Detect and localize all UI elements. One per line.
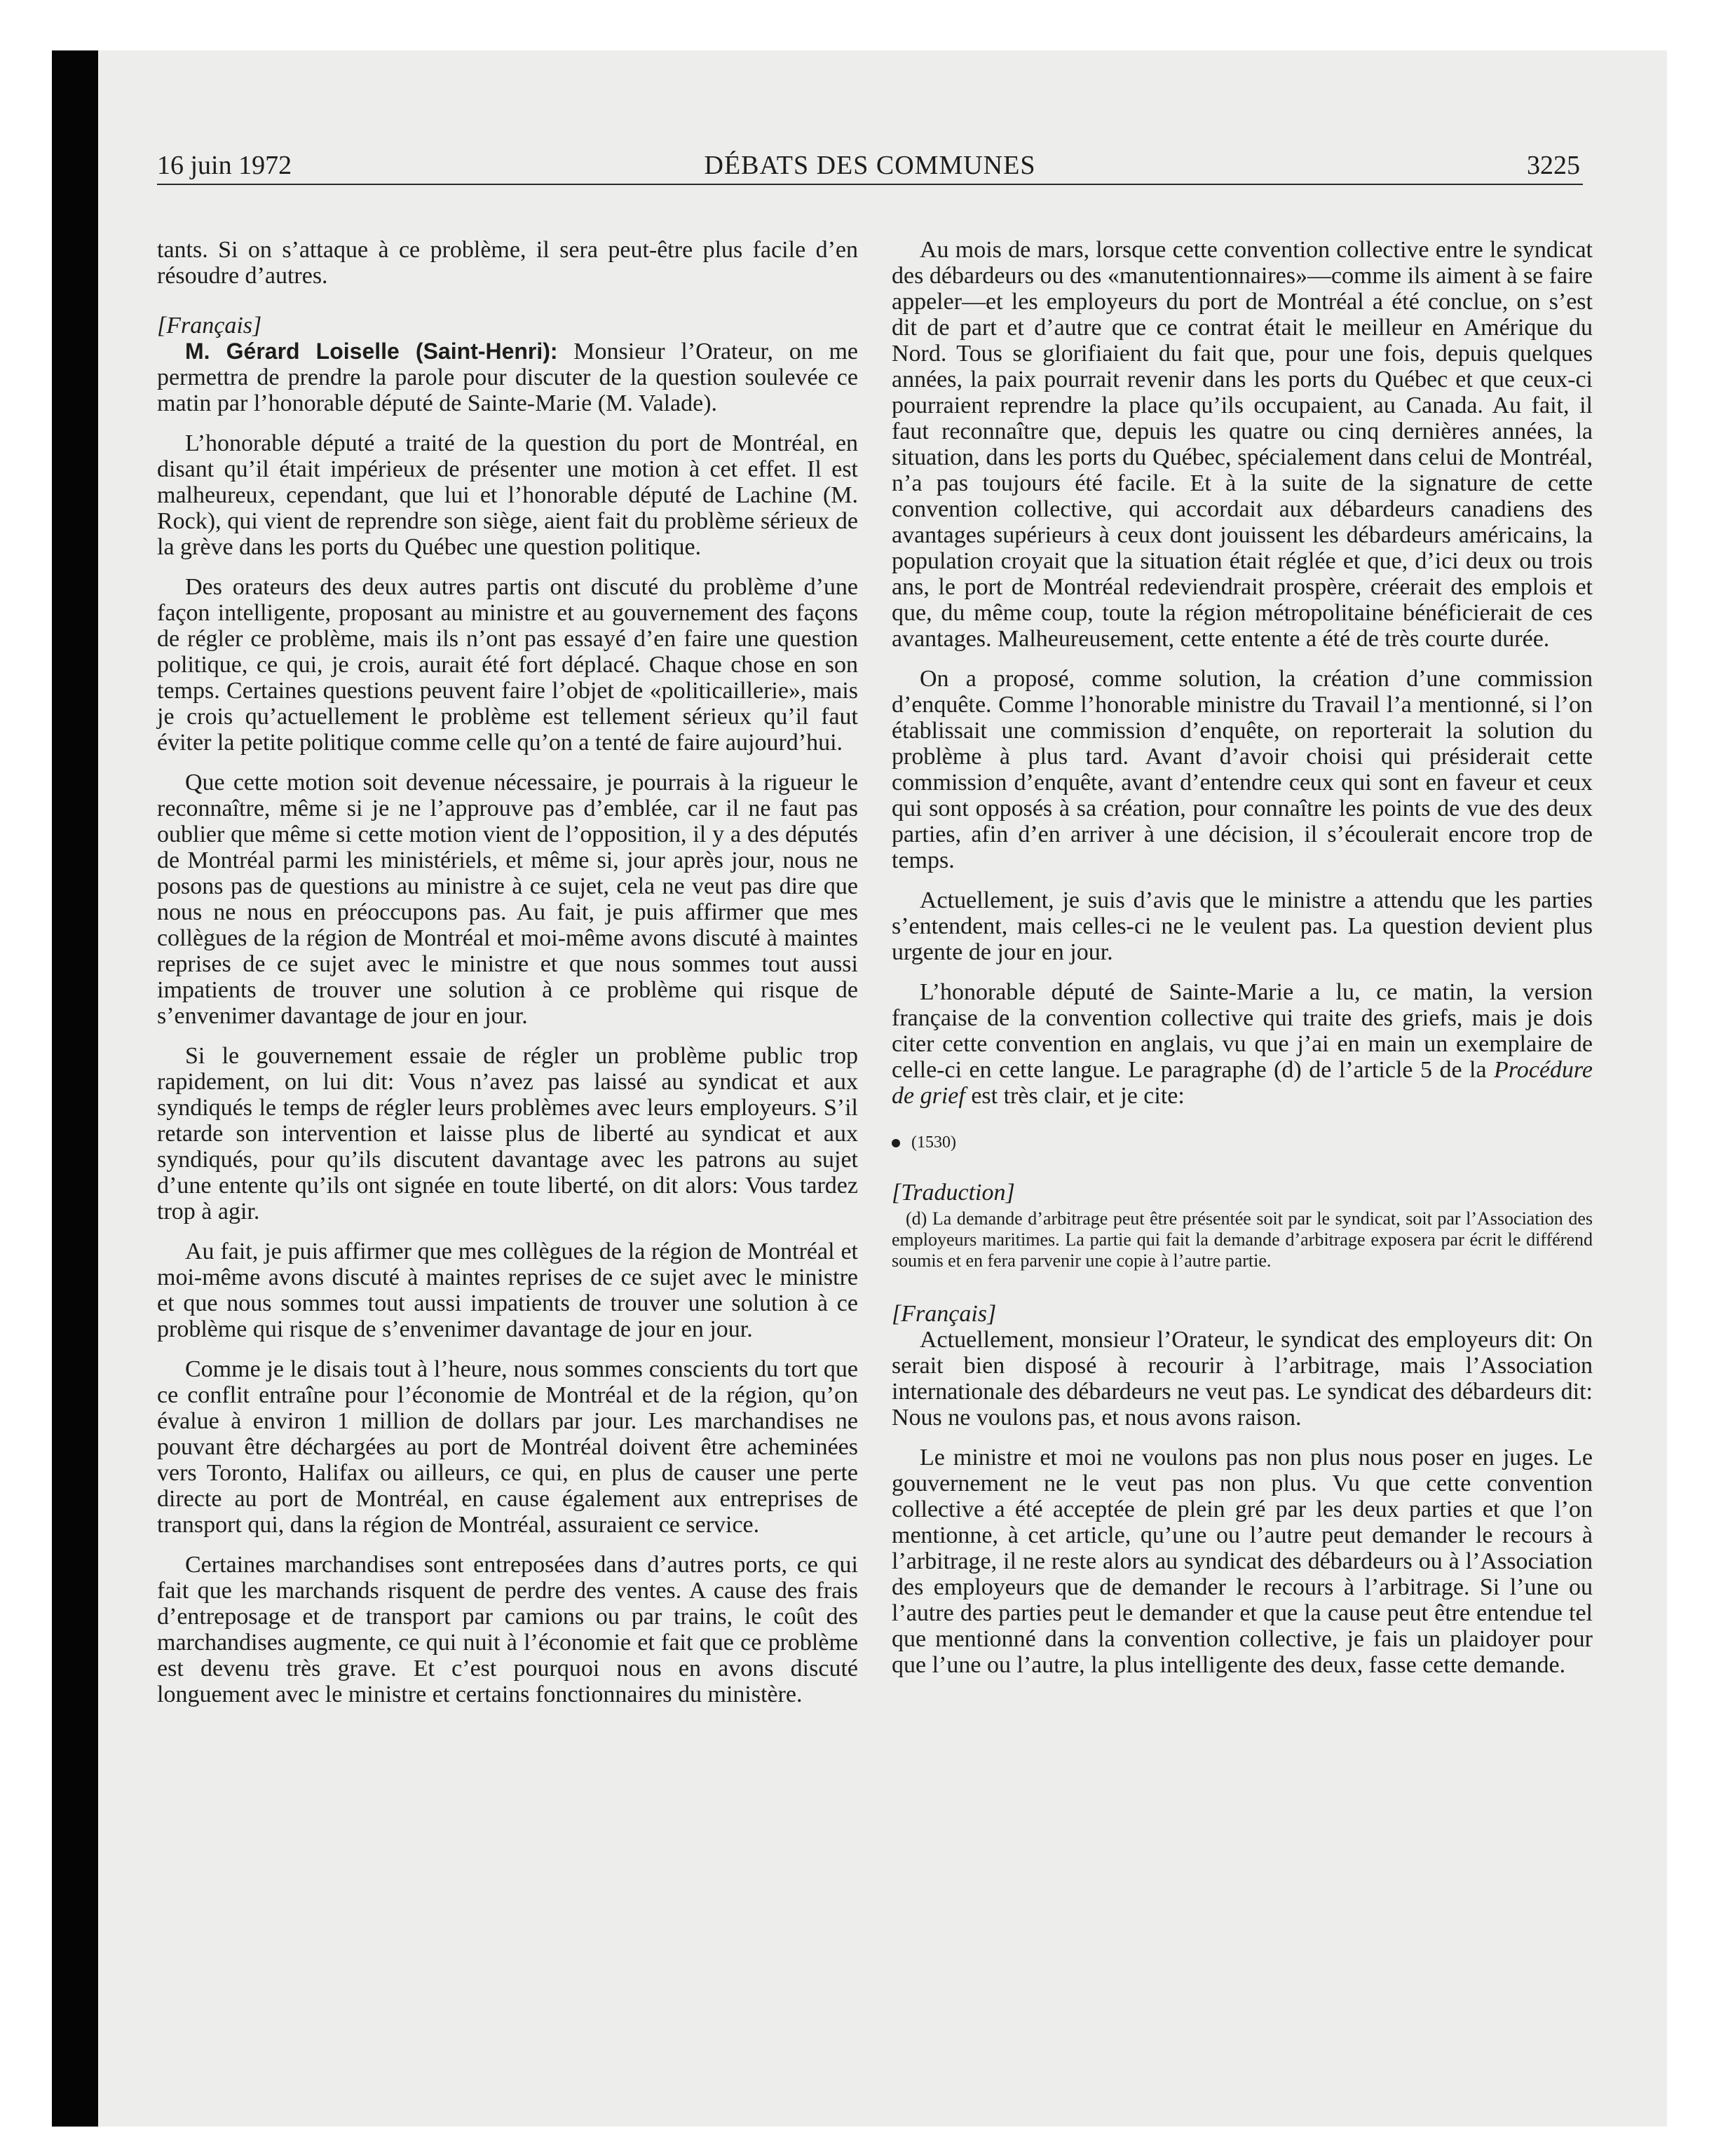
right-column — [892, 237, 1593, 1692]
paragraph-text: L’honorable député de Sainte-Marie a lu, ce matin, la version française de la convention collective qui traite des griefs, mais je dois citer cette convention en anglais, vu que j’ai en main un exemplaire de celle-ci en cette langue. Le paragraphe (d) de l’article 5 de la — [892, 979, 1593, 1083]
paragraph: Le ministre et moi ne voulons pas non plus nous poser en juges. Le gouvernement ne le veut pas non plus. Vu que cette convention collective a été acceptée de plein gré par les deux parties et que l’on mentionne, à cet article, qu’une ou l’autre peut demander le recours à l’arbitrage, il ne reste alors au syndicat des débardeurs ou à l’Association des employeurs que de demander le recours à l’arbitrage. Si l’une ou l’autre des parties peut le demander et que la cause peut être entendue tel que mentionné dans la convention collective, je fais un plaidoyer pour que l’une ou l’autre, la plus intelligente des deux, fasse cette demande. — [892, 1445, 1593, 1678]
paragraph: Comme je le disais tout à l’heure, nous sommes conscients du tort que ce conflit entraîne pour l’économie de Montréal et de la région, qu’on évalue à environ 1 million de dollars par jour. Les marchandises ne pouvant être déchargées au port de Montréal doivent être acheminées vers Toronto, Halifax ou ailleurs, ce qui, en plus de causer une perte directe au port de Montréal, en cause également aux entreprises de transport qui, dans la région de Montréal, assuraient ce service. — [157, 1356, 858, 1538]
language-marker: [Traduction] — [892, 1180, 1015, 1206]
time-marker-text: (1530) — [911, 1133, 956, 1152]
paragraph: Actuellement, monsieur l’Orateur, le syndicat des employeurs dit: On serait bien disposé à recourir à l’arbitrage, mais l’Association internationale des débardeurs ne veut pas. Le syndicat des débardeurs dit: Nous ne voulons pas, et nous avons raison. — [892, 1327, 1593, 1431]
time-marker — [892, 1130, 1593, 1156]
paragraph: Au fait, je puis affirmer que mes collègues de la région de Montréal et moi-même avons discuté à maintes reprises de ce sujet avec le ministre et que nous sommes tout aussi impatients de trouver une solution à ce problème qui risque de s’envenimer davantage de jour en jour. — [157, 1239, 858, 1342]
paragraph: L’honorable député a traité de la question du port de Montréal, en disant qu’il était impérieux de présenter une motion à cet effet. Il est malheureux, cependant, que lui et l’honorable député de Lachine (M. Rock), qui vient de reprendre son siège, aient fait du problème sérieux de la grève dans les ports du Québec une question politique. — [157, 430, 858, 560]
paragraph: Des orateurs des deux autres partis ont discuté du problème d’une façon intelligente, proposant au ministre et au gouvernement des façons de régler ce problème, mais ils n’ont pas essayé d’en faire une question politique, ce qui, je crois, aurait été fort déplacé. Chaque chose en son temps. Certaines questions peuvent faire l’objet de «politicaillerie», mais je crois qu’actuellement le problème est tellement sérieux qu’il faut éviter la petite politique comme celle qu’on a tenté de faire aujourd’hui. — [157, 574, 858, 756]
paragraph-text: est très clair, et je cite: — [965, 1083, 1185, 1109]
paragraph: Au mois de mars, lorsque cette convention collective entre le syndicat des débardeurs ou des «manutentionnaires»—comme ils aiment à se faire appeler—et les employeurs du port de Montréal a été conclue, on s’est dit de part et d’autre que ce contrat était le meilleur en Amérique du Nord. Tous se glorifiaient du fait que, pour une fois, depuis quelques années, la paix pourrait revenir dans les ports du Québec et que ceux-ci pourraient reprendre la place qu’ils occupaient, au Canada. Au fait, il faut reconnaître que, depuis les quatre ou cinq dernières années, la situation, dans les ports du Québec, spécialement dans celui de Montréal, n’a pas toujours été facile. Et à la suite de la signature de cette convention collective, qui accordait aux débardeurs canadiens des avantages supérieurs à ceux dont jouissent les débardeurs américains, la population croyait que la situation était réglée et que, d’ici deux ou trois ans, le port de Montréal redeviendrait prospère, créerait des emplois et que, du même coup, toute la région métropolitaine bénéficierait de ces avantages. Malheureusement, cette entente a été de très courte durée. — [892, 237, 1593, 652]
speech-text: Monsieur l’Orateur, on me permettra de prendre la parole pour discuter de la question soulevée ce matin par l’honorable député de Sainte-Marie (M. Valade). — [157, 339, 859, 416]
paragraph: Certaines marchandises sont entreposées dans d’autres ports, ce qui fait que les marchands risquent de perdre des ventes. A cause des frais d’entreposage et de transport par camions ou par trains, le coût des marchandises augmente, ce qui nuit à l’économie et fait que ce problème est devenu très grave. Et c’est pourquoi nous en avons discuté longuement avec le ministre et certains fonctionnaires du ministère. — [157, 1552, 858, 1707]
header-date: 16 juin 1972 — [157, 151, 292, 180]
speaker-name: M. Gérard Loiselle (Saint-Henri): — [185, 339, 558, 364]
speaker-paragraph — [157, 339, 858, 416]
header-page-number: 3225 — [1527, 151, 1580, 180]
paragraph: On a proposé, comme solution, la création d’une commission d’enquête. Comme l’honorable ministre du Travail l’a mentionné, si l’on établissait une commission d’enquête, on reporterait la solution du problème à plus tard. Avant d’avoir choisi qui présiderait cette commission d’enquête, avant d’entendre ceux qui sont en faveur et ceux qui sont opposés à sa création, pour connaître les points de vue des deux parties, afin d’en arriver à une décision, il s’écoulerait encore trop de temps. — [892, 666, 1593, 873]
paragraph: Si le gouvernement essaie de régler un problème public trop rapidement, on lui dit: Vous n’avez pas laissé au syndicat et aux syndiqués le temps de régler leurs problèmes avec leurs employeurs. S’il retarde son intervention et laisse plus de liberté au syndicat et aux syndiqués, pour qu’ils discutent davantage avec les patrons au sujet d’une entente qu’ils ont signée en toute liberté, on dit alors: Vous tardez trop à agir. — [157, 1043, 858, 1224]
scan-black-edge — [52, 50, 98, 2127]
bullet-dot-icon — [892, 1139, 900, 1147]
document-title-italic: Procédure de grief — [892, 1057, 1593, 1109]
paragraph: Que cette motion soit devenue nécessaire, je pourrais à la rigueur le reconnaître, même si je ne l’approuve pas d’emblée, car il ne faut pas oublier que même si cette motion vient de l’opposition, il y a des députés de Montréal parmi les ministériels, et même si, jour après jour, nous ne posons pas de questions au ministre à ce sujet, cela ne veut pas dire que nous ne nous en préoccupons pas. Au fait, je puis affirmer que mes collègues de la région de Montréal et moi-même avons discuté à maintes reprises de ce sujet avec le ministre et que nous sommes tout aussi impatients de trouver une solution à ce problème qui risque de s’envenimer davantage de jour en jour. — [157, 770, 858, 1029]
language-marker: [Français] — [157, 313, 262, 339]
header-title: DÉBATS DES COMMUNES — [704, 151, 1036, 180]
language-marker: [Français] — [892, 1301, 997, 1327]
page-header — [157, 144, 1583, 185]
paragraph: tants. Si on s’attaque à ce problème, il sera peut-être plus facile d’en résoudre d’autres. — [157, 237, 858, 289]
paragraph: Actuellement, je suis d’avis que le ministre a attendu que les parties s’entendent, mais celles-ci ne le veulent pas. La question devient plus urgente de jour en jour. — [892, 887, 1593, 965]
paragraph — [892, 979, 1593, 1109]
left-column — [157, 237, 858, 1721]
translated-quote: (d) La demande d’arbitrage peut être présentée soit par le syndicat, soit par l’Association des employeurs maritimes. La partie qui fait la demande d’arbitrage exposera par écrit le différend soumis et en fera parvenir une copie à l’autre partie. — [892, 1208, 1593, 1271]
